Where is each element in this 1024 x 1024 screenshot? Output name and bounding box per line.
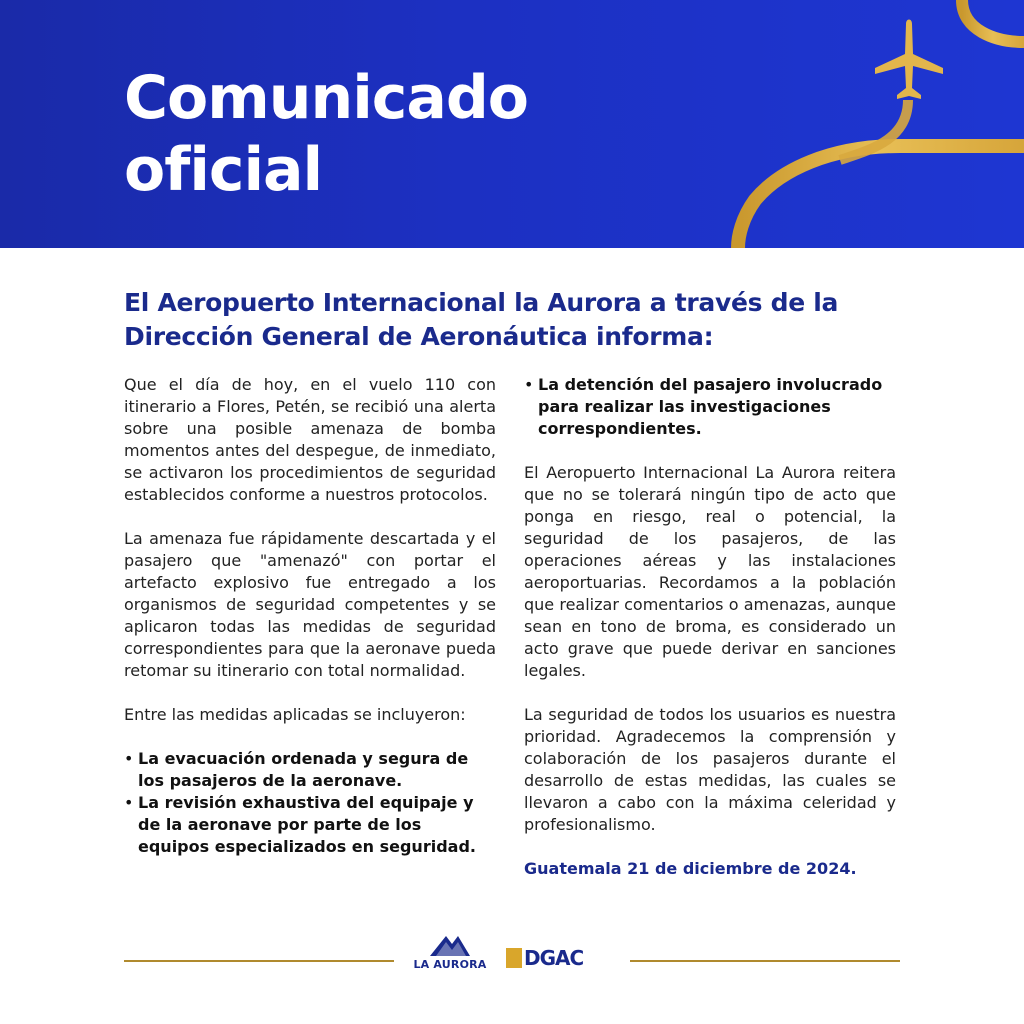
list-item: • La evacuación ordenada y segura de los pasajeros de la aeronave.	[124, 748, 496, 792]
gold-arc-top	[962, 0, 1024, 42]
paragraph-threat-dismissed: La amenaza fue rápidamente descartada y el pasajero que "amenazó" con portar el artefacto explosivo fue entregado a los organismos de seguridad competentes y se aplicaron todas las medidas de seguridad correspondientes para que la aeronave pueda retomar su itinerario con total normalidad.	[124, 529, 496, 680]
list-item: • La detención del pasajero involucrado para realizar las investigaciones correspondientes.	[524, 374, 896, 440]
la-aurora-logo	[408, 930, 492, 976]
dgac-logo	[506, 948, 614, 974]
header-banner	[0, 0, 1024, 248]
paragraph-no-tolerance: El Aeropuerto Internacional La Aurora reitera que no se tolerará ningún tipo de acto que ponga en riesgo, real o potencial, la seguridad de los pasajeros, de las operaciones aéreas y las instalaciones aeroportuarias. Recordamos a la población que realizar comentarios o amenazas, aunque sean en tono de broma, es considerado un acto grave que puede derivar en sanciones legales.	[524, 463, 896, 680]
airplane-icon	[875, 20, 943, 100]
list-item: • La revisión exhaustiva del equipaje y de la aeronave por parte de los equipos especializados en seguridad.	[124, 792, 496, 858]
title-line-1: Comunicado	[124, 63, 528, 133]
measures-list-continued	[524, 374, 896, 440]
gold-band-curve	[738, 146, 1024, 248]
paragraph-incident: Que el día de hoy, en el vuelo 110 con itinerario a Flores, Petén, se recibió una alerta sobre una posible amenaza de bomba momentos antes del despegue, de inmediato, se activaron los procedimientos de seguridad establecidos conforme a nuestros protocolos.	[124, 375, 496, 504]
title-line-2: oficial	[124, 135, 323, 205]
dgac-mark-icon	[506, 948, 522, 968]
la-aurora-logo-text: LA AURORA	[413, 958, 487, 971]
measures-list	[124, 748, 496, 858]
page-title	[124, 62, 528, 206]
footer-divider-left	[124, 960, 394, 962]
paragraph-priority: La seguridad de todos los usuarios es nuestra prioridad. Agradecemos la comprensión y colaboración de los pasajeros durante el desarrollo de estas medidas, las cuales se llevaron a cabo con la máxima celeridad y profesionalismo.	[524, 705, 896, 834]
subheading: El Aeropuerto Internacional la Aurora a través de la Dirección General de Aeronáutica informa:	[124, 288, 839, 351]
left-column	[124, 374, 496, 880]
footer-divider-right	[630, 960, 900, 962]
right-column	[524, 374, 896, 902]
la-aurora-mark-icon	[428, 930, 472, 958]
paragraph-measures-intro: Entre las medidas aplicadas se incluyeron:	[124, 705, 466, 724]
date-line: Guatemala 21 de diciembre de 2024.	[524, 859, 857, 878]
dgac-logo-text: DGAC	[524, 946, 584, 970]
